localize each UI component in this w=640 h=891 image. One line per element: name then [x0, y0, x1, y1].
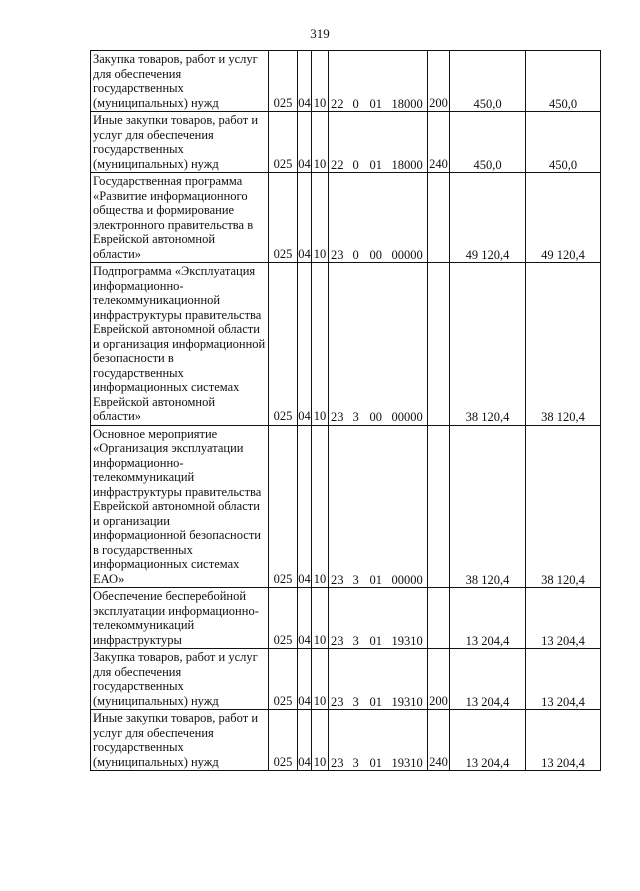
sum-first-year: 49 120,4: [450, 173, 526, 263]
table-row: [91, 649, 601, 710]
ministry-code: 025: [269, 425, 298, 588]
expense-type-code: [428, 173, 450, 263]
budget-table: [90, 50, 601, 771]
table-row: [91, 425, 601, 588]
ministry-code: 025: [269, 112, 298, 173]
target-program-code: 23: [329, 425, 351, 588]
section-code: 04: [298, 51, 312, 112]
section-code: 04: [298, 425, 312, 588]
section-code: 04: [298, 112, 312, 173]
row-name: Обеспечение бесперебойной эксплуатации информационно-телекоммуникаций инфраструктуры: [91, 588, 269, 649]
row-name: Закупка товаров, работ и услуг для обеспечения государственных (муниципальных) нужд: [91, 51, 269, 112]
sum-second-year: 38 120,4: [526, 425, 601, 588]
row-name: Иные закупки товаров, работ и услуг для обеспечения государственных (муниципальных) нужд: [91, 710, 269, 771]
sum-first-year: 13 204,4: [450, 710, 526, 771]
target-subprogram-code: 3: [351, 263, 368, 426]
target-program-code: 23: [329, 173, 351, 263]
target-program-code: 23: [329, 649, 351, 710]
sum-second-year: 13 204,4: [526, 649, 601, 710]
target-direction-code: 18000: [390, 51, 428, 112]
sum-second-year: 49 120,4: [526, 173, 601, 263]
ministry-code: 025: [269, 263, 298, 426]
table-row: [91, 112, 601, 173]
row-name: Государственная программа «Развитие информационного общества и формирование электронного правительства в Еврейской автономной области»: [91, 173, 269, 263]
expense-type-code: [428, 425, 450, 588]
subsection-code: 10: [312, 263, 329, 426]
target-subprogram-code: 3: [351, 425, 368, 588]
section-code: 04: [298, 649, 312, 710]
table-row: [91, 263, 601, 426]
page-number: 319: [310, 26, 330, 41]
row-name: Основное мероприятие «Организация эксплуатации информационно-телекоммуникаций инфраструктуры правительства Еврейской автономной области и организации информационной безопасности в государственных информационных системах ЕАО»: [91, 425, 269, 588]
target-direction-code: 00000: [390, 263, 428, 426]
sum-first-year: 38 120,4: [450, 263, 526, 426]
subsection-code: 10: [312, 710, 329, 771]
expense-type-code: [428, 588, 450, 649]
target-subprogram-code: 3: [351, 710, 368, 771]
expense-type-code: 200: [428, 51, 450, 112]
subsection-code: 10: [312, 112, 329, 173]
target-main-code: 01: [368, 710, 390, 771]
sum-first-year: 13 204,4: [450, 588, 526, 649]
expense-type-code: [428, 263, 450, 426]
target-subprogram-code: 0: [351, 51, 368, 112]
ministry-code: 025: [269, 710, 298, 771]
section-code: 04: [298, 588, 312, 649]
target-main-code: 01: [368, 588, 390, 649]
table-row: [91, 51, 601, 112]
expense-type-code: 200: [428, 649, 450, 710]
target-subprogram-code: 0: [351, 112, 368, 173]
table-row: [91, 588, 601, 649]
sum-second-year: 450,0: [526, 112, 601, 173]
target-direction-code: 19310: [390, 588, 428, 649]
target-subprogram-code: 3: [351, 588, 368, 649]
target-main-code: 01: [368, 112, 390, 173]
expense-type-code: 240: [428, 710, 450, 771]
row-name: Подпрограмма «Эксплуатация информационно-телекоммуникационной инфраструктуры правительства Еврейской автономной области и организация информационной безопасности в государственных информационных системах Еврейской автономной области»: [91, 263, 269, 426]
ministry-code: 025: [269, 588, 298, 649]
sum-first-year: 13 204,4: [450, 649, 526, 710]
sum-second-year: 13 204,4: [526, 710, 601, 771]
sum-first-year: 38 120,4: [450, 425, 526, 588]
table-row: [91, 173, 601, 263]
target-program-code: 23: [329, 263, 351, 426]
target-main-code: 00: [368, 263, 390, 426]
target-subprogram-code: 3: [351, 649, 368, 710]
target-direction-code: 18000: [390, 112, 428, 173]
subsection-code: 10: [312, 173, 329, 263]
subsection-code: 10: [312, 588, 329, 649]
ministry-code: 025: [269, 51, 298, 112]
section-code: 04: [298, 710, 312, 771]
target-direction-code: 00000: [390, 173, 428, 263]
sum-second-year: 450,0: [526, 51, 601, 112]
sum-first-year: 450,0: [450, 51, 526, 112]
subsection-code: 10: [312, 649, 329, 710]
target-main-code: 01: [368, 425, 390, 588]
row-name: Закупка товаров, работ и услуг для обеспечения государственных (муниципальных) нужд: [91, 649, 269, 710]
row-name: Иные закупки товаров, работ и услуг для обеспечения государственных (муниципальных) нужд: [91, 112, 269, 173]
target-main-code: 01: [368, 649, 390, 710]
target-direction-code: 19310: [390, 649, 428, 710]
target-program-code: 23: [329, 588, 351, 649]
sum-first-year: 450,0: [450, 112, 526, 173]
target-main-code: 00: [368, 173, 390, 263]
section-code: 04: [298, 263, 312, 426]
target-direction-code: 19310: [390, 710, 428, 771]
subsection-code: 10: [312, 51, 329, 112]
expense-type-code: 240: [428, 112, 450, 173]
subsection-code: 10: [312, 425, 329, 588]
ministry-code: 025: [269, 173, 298, 263]
section-code: 04: [298, 173, 312, 263]
target-program-code: 23: [329, 710, 351, 771]
sum-second-year: 13 204,4: [526, 588, 601, 649]
target-main-code: 01: [368, 51, 390, 112]
target-direction-code: 00000: [390, 425, 428, 588]
target-program-code: 22: [329, 51, 351, 112]
target-program-code: 22: [329, 112, 351, 173]
table-row: [91, 710, 601, 771]
ministry-code: 025: [269, 649, 298, 710]
sum-second-year: 38 120,4: [526, 263, 601, 426]
target-subprogram-code: 0: [351, 173, 368, 263]
